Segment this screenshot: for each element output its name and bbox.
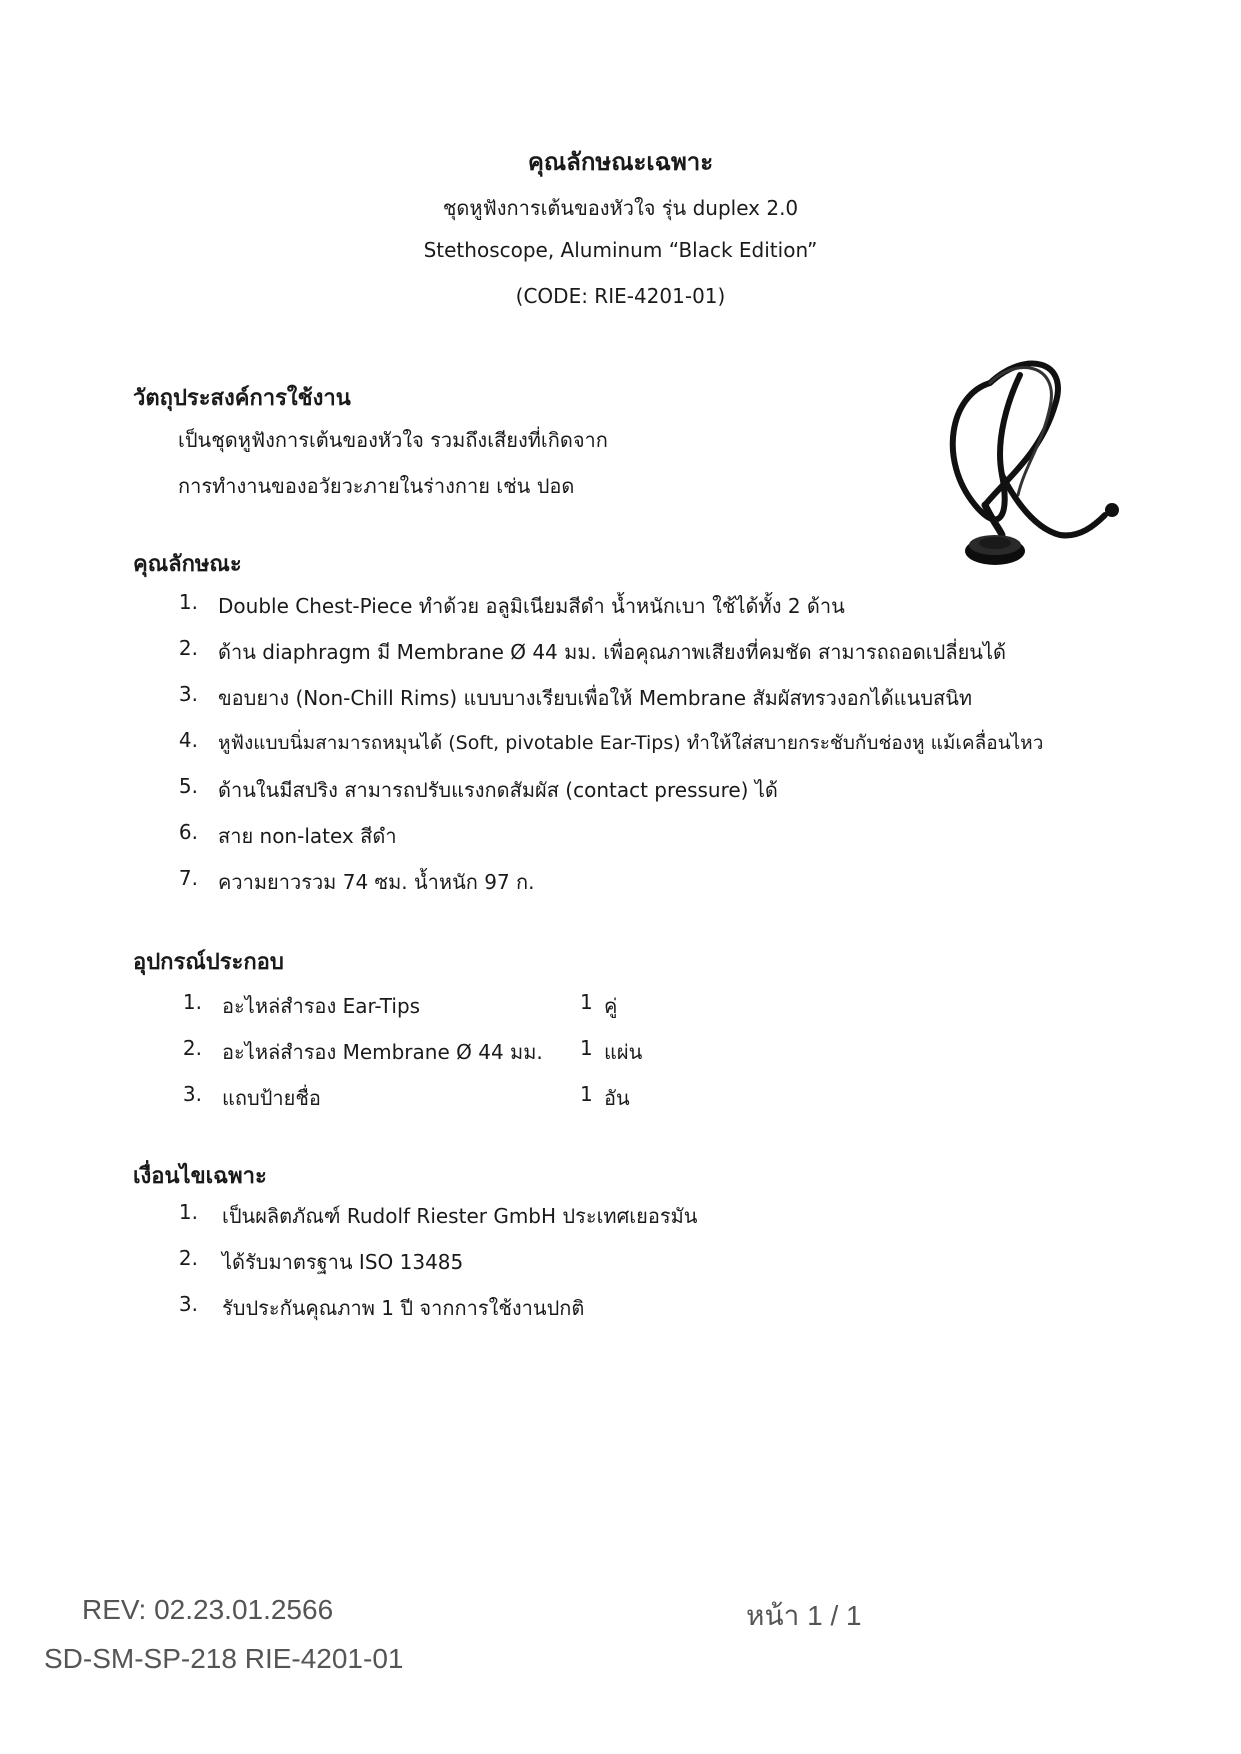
item-number: 3.: [178, 682, 198, 706]
item-number: 3.: [178, 1292, 198, 1316]
item-text: หูฟังแบบนิ่มสามารถหมุนได้ (Soft, pivotable Ear-Tips) ทำให้ใส่สบายกระชับกับช่องหู แม้เคลื่อนไหว: [218, 732, 1044, 754]
accessory-qty: 1: [580, 1036, 593, 1060]
accessory-unit: คู่: [604, 994, 618, 1018]
conditions-heading: เงื่อนไขเฉพาะ: [133, 1164, 267, 1189]
item-number: 1.: [182, 990, 202, 1014]
purpose-heading: วัตถุประสงค์การใช้งาน: [133, 386, 351, 411]
features-heading: คุณลักษณะ: [133, 552, 242, 577]
item-number: 2.: [178, 1246, 198, 1270]
stethoscope-icon: [930, 345, 1130, 580]
item-number: 4.: [178, 728, 198, 752]
item-number: 1.: [178, 1200, 198, 1224]
item-text: Double Chest-Piece ทำด้วย อลูมิเนียมสีดำ น้ำหนักเบา ใช้ได้ทั้ง 2 ด้าน: [218, 594, 845, 618]
item-number: 7.: [178, 866, 198, 890]
item-text: ขอบยาง (Non-Chill Rims) แบบบางเรียบเพื่อให้ Membrane สัมผัสทรวงอกได้แนบสนิท: [218, 686, 973, 710]
accessory-unit: อัน: [604, 1086, 630, 1110]
revision-label: REV: 02.23.01.2566: [82, 1594, 334, 1625]
item-text: ได้รับมาตรฐาน ISO 13485: [222, 1250, 464, 1274]
item-number: 1.: [178, 590, 198, 614]
item-text: ด้านในมีสปริง สามารถปรับแรงกดสัมผัส (contact pressure) ได้: [218, 778, 778, 802]
accessory-qty: 1: [580, 990, 593, 1014]
item-number: 5.: [178, 774, 198, 798]
accessory-unit: แผ่น: [604, 1040, 643, 1064]
accessory-name: แถบป้ายชื่อ: [222, 1086, 321, 1110]
document-code: SD-SM-SP-218 RIE-4201-01: [44, 1643, 404, 1674]
purpose-line: เป็นชุดหูฟังการเต้นของหัวใจ รวมถึงเสียงที่เกิดจาก: [178, 428, 608, 452]
accessory-name: อะไหล่สำรอง Ear-Tips: [222, 994, 421, 1018]
purpose-line: การทำงานของอวัยวะภายในร่างกาย เช่น ปอด: [178, 474, 575, 498]
product-name-th: ชุดหูฟังการเต้นของหัวใจ รุ่น duplex 2.0: [442, 196, 799, 220]
item-text: สาย non-latex สีดำ: [218, 824, 397, 848]
product-code: (CODE: RIE-4201-01): [515, 284, 726, 308]
item-text: รับประกันคุณภาพ 1 ปี จากการใช้งานปกติ: [222, 1296, 585, 1320]
item-number: 2.: [178, 636, 198, 660]
item-number: 6.: [178, 820, 198, 844]
accessory-qty: 1: [580, 1082, 593, 1106]
item-text: เป็นผลิตภัณฑ์ Rudolf Riester GmbH ประเทศเยอรมัน: [222, 1204, 698, 1228]
accessory-name: อะไหล่สำรอง Membrane Ø 44 มม.: [222, 1040, 543, 1064]
item-text: ด้าน diaphragm มี Membrane Ø 44 มม. เพื่อคุณภาพเสียงที่คมชัด สามารถถอดเปลี่ยนได้: [218, 640, 1007, 664]
item-text: ความยาวรวม 74 ซม. น้ำหนัก 97 ก.: [218, 870, 535, 894]
page-title: คุณลักษณะเฉพาะ: [527, 148, 714, 176]
item-number: 2.: [182, 1036, 202, 1060]
page-number: หน้า 1 / 1: [746, 1600, 862, 1631]
product-name-en: Stethoscope, Aluminum “Black Edition”: [423, 238, 818, 262]
accessories-heading: อุปกรณ์ประกอบ: [133, 950, 284, 975]
item-number: 3.: [182, 1082, 202, 1106]
